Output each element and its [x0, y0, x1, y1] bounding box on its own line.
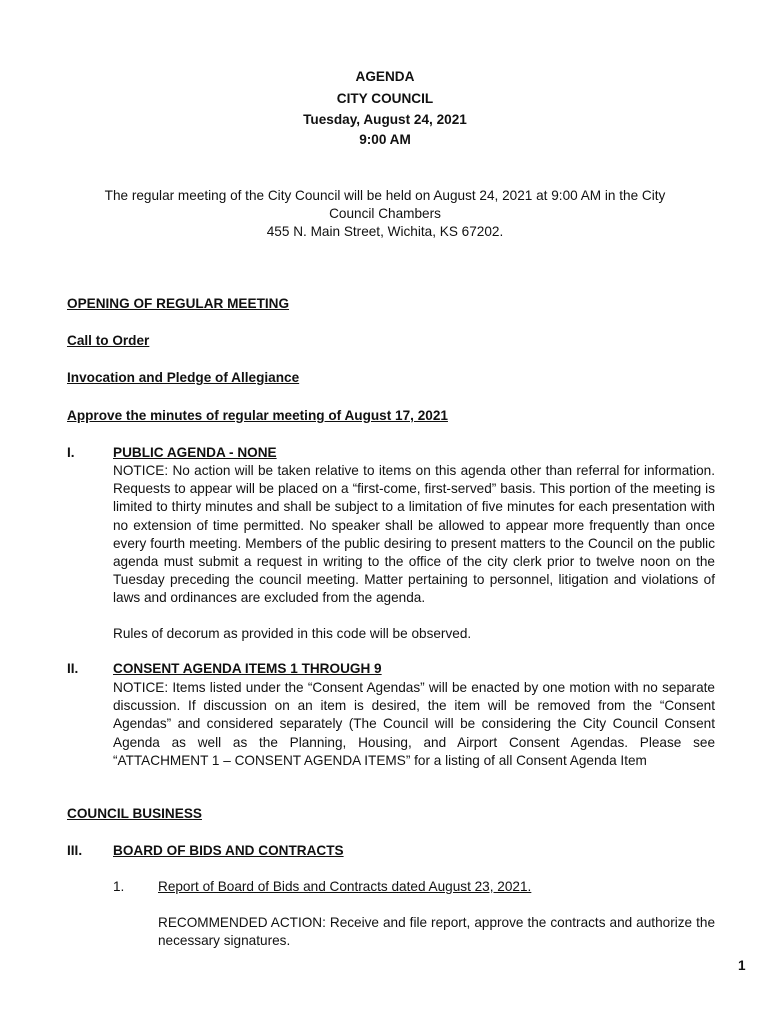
intro-line-2: Council Chambers: [329, 206, 441, 221]
opening-heading: OPENING OF REGULAR MEETING: [67, 296, 290, 311]
call-to-order: Call to Order: [67, 333, 150, 348]
intro-address: 455 N. Main Street, Wichita, KS 67202.: [266, 224, 504, 239]
section-2-notice: NOTICE: Items listed under the “Consent Agendas” will be enacted by one motion with no separate discussion. If discussion on an item is desired, the item will be removed from the “Consent Agendas” and considered separately (The Council will be considering the City Council Consent Agenda as well as the Planning, Housing, and Airport Consent Agendas. Please see “ATTACHMENT 1 – CONSENT AGENDA ITEMS” for a listing of all Consent Agenda Item: [113, 680, 715, 768]
approve-minutes: Approve the minutes of regular meeting of August 17, 2021: [67, 408, 448, 423]
meeting-time: 9:00 AM: [359, 132, 411, 147]
invocation: Invocation and Pledge of Allegiance: [67, 370, 300, 385]
page-number: 1: [738, 958, 746, 973]
section-1-notice: NOTICE: No action will be taken relative to items on this agenda other than referral for information. Requests to appear will be placed on a “first-come, first-served” basis. This portion of the meeting is limited to thirty minutes and shall be subject to a limitation of five minutes for each presentation with no extension of time permitted. No speaker shall be allowed to appear more frequently than once every fourth meeting. Members of the public desiring to present matters to the Council on the public agenda must submit a request in writing to the office of the city clerk prior to twelve noon on the Tuesday preceding the council meeting. Matter pertaining to personnel, litigation and violations of laws and ordinances are excluded from the agenda.: [113, 463, 715, 606]
title-city-council: CITY COUNCIL: [336, 91, 434, 106]
section-3-title: BOARD OF BIDS AND CONTRACTS: [113, 843, 344, 858]
item-1-title: Report of Board of Bids and Contracts dated August 23, 2021.: [158, 879, 532, 894]
meeting-date: Tuesday, August 24, 2021: [303, 112, 467, 127]
item-1-recommended-action: RECOMMENDED ACTION: Receive and file report, approve the contracts and authorize the necessary signatures.: [158, 915, 715, 949]
item-1-number: 1.: [113, 879, 125, 894]
section-1-title: PUBLIC AGENDA - NONE: [113, 445, 277, 460]
section-2-numeral: II.: [67, 661, 79, 676]
section-3-numeral: III.: [67, 843, 83, 858]
section-2-title: CONSENT AGENDA ITEMS 1 THROUGH 9: [113, 661, 382, 676]
council-business-heading: COUNCIL BUSINESS: [67, 806, 202, 821]
section-1-rules: Rules of decorum as provided in this code will be observed.: [113, 626, 472, 641]
title-agenda: AGENDA: [355, 69, 415, 84]
section-1-numeral: I.: [67, 445, 75, 460]
intro-line-1: The regular meeting of the City Council will be held on August 24, 2021 at 9:00 AM in the City: [104, 188, 666, 203]
